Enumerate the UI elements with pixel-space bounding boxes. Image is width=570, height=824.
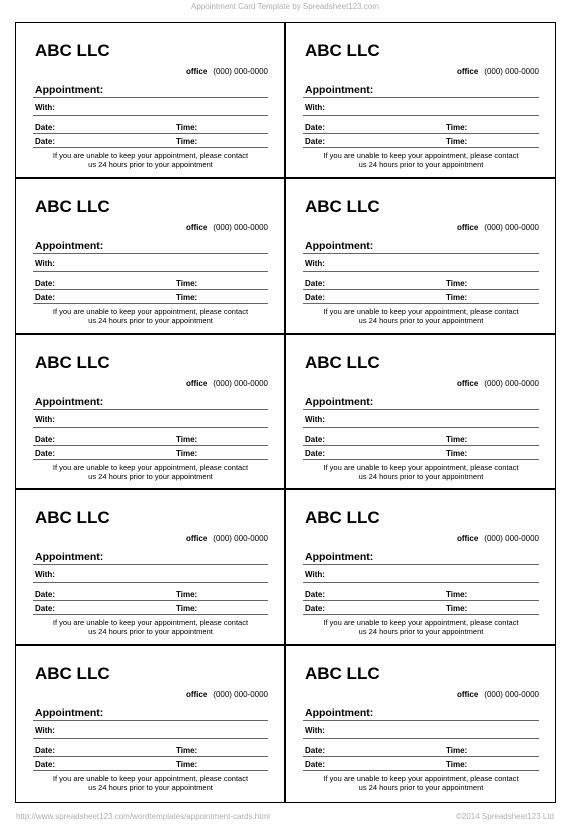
date-label: Date: <box>305 137 326 146</box>
appointment-line <box>303 253 539 254</box>
cancellation-notice <box>303 774 539 792</box>
office-phone-row <box>457 67 539 76</box>
appointment-card <box>16 646 286 802</box>
appointment-line <box>33 253 268 254</box>
date-label: Date: <box>305 760 326 770</box>
notice-line-1: If you are unable to keep your appointment, please contact <box>323 151 519 160</box>
appointment-card <box>286 335 555 491</box>
date-time-line <box>303 614 539 615</box>
date-time-line <box>303 303 539 304</box>
company-name: ABC LLC <box>35 352 110 372</box>
notice-line-1: If you are unable to keep your appointment, please contact <box>52 462 249 472</box>
with-label: With: <box>305 726 325 736</box>
company-name: ABC LLC <box>305 352 380 372</box>
date-time-line <box>303 770 539 771</box>
time-label: Time: <box>176 137 198 146</box>
date-label: Date: <box>35 278 56 288</box>
date-label: Date: <box>35 137 56 146</box>
appointment-line <box>33 720 268 721</box>
time-label: Time: <box>176 746 198 756</box>
office-phone: (000) 000-0000 <box>484 222 539 232</box>
with-line <box>303 738 539 739</box>
date-label: Date: <box>305 746 326 756</box>
office-phone-row <box>186 223 268 232</box>
office-label: office <box>456 690 479 700</box>
cancellation-notice <box>303 307 539 325</box>
appointment-card <box>286 179 555 335</box>
notice-line-2: us 24 hours prior to your appointment <box>88 315 213 325</box>
with-line <box>303 427 539 428</box>
appointment-label: Appointment: <box>35 707 104 720</box>
date-time-line <box>33 289 268 290</box>
appointment-line <box>303 97 539 98</box>
date-time-line <box>33 445 268 446</box>
date-label: Date: <box>305 590 326 600</box>
company-name: ABC LLC <box>35 196 110 216</box>
time-label: Time: <box>446 278 468 288</box>
company-name: ABC LLC <box>35 508 110 528</box>
notice-line-2: us 24 hours prior to your appointment <box>88 471 213 481</box>
with-label: With: <box>35 103 55 112</box>
with-line <box>33 427 268 428</box>
office-phone-row <box>186 690 268 699</box>
appointment-card <box>16 179 286 335</box>
notice-line-1: If you are unable to keep your appointment, please contact <box>323 462 519 472</box>
appointment-card <box>16 23 286 179</box>
office-phone-row <box>186 379 268 388</box>
date-label: Date: <box>305 434 326 444</box>
office-phone: (000) 000-0000 <box>213 67 268 76</box>
office-label: office <box>185 67 208 76</box>
time-label: Time: <box>176 434 198 444</box>
with-label: With: <box>35 570 55 580</box>
office-phone-row <box>186 67 268 76</box>
date-label: Date: <box>35 590 56 600</box>
date-time-line <box>303 600 539 601</box>
date-label: Date: <box>35 123 56 132</box>
cancellation-notice <box>33 151 268 169</box>
appointment-label: Appointment: <box>35 551 104 564</box>
notice-line-2: us 24 hours prior to your appointment <box>358 783 484 793</box>
date-time-line <box>33 614 268 615</box>
office-phone-row <box>457 534 539 543</box>
cancellation-notice <box>33 618 268 636</box>
date-time-line <box>303 147 539 148</box>
date-label: Date: <box>35 604 56 614</box>
with-label: With: <box>305 414 325 424</box>
date-time-line <box>33 770 268 771</box>
appointment-card <box>286 23 555 179</box>
with-label: With: <box>35 414 55 424</box>
date-label: Date: <box>305 604 326 614</box>
company-name: ABC LLC <box>305 664 380 684</box>
footer-url: http://www.spreadsheet123.com/wordtemplates/appointment-cards.html <box>16 812 270 821</box>
office-phone: (000) 000-0000 <box>484 690 539 700</box>
office-phone: (000) 000-0000 <box>484 67 539 76</box>
appointment-label: Appointment: <box>35 395 104 408</box>
with-line <box>33 738 268 739</box>
with-label: With: <box>35 258 55 268</box>
date-label: Date: <box>35 746 56 756</box>
cancellation-notice <box>33 774 268 792</box>
office-phone-row <box>457 690 539 699</box>
appointment-label: Appointment: <box>35 239 104 252</box>
date-label: Date: <box>305 278 326 288</box>
notice-line-2: us 24 hours prior to your appointment <box>88 160 213 169</box>
office-label: office <box>185 534 208 544</box>
appointment-line <box>33 564 268 565</box>
with-line <box>303 271 539 272</box>
date-time-line <box>33 147 268 148</box>
office-label: office <box>456 378 479 388</box>
appointment-label: Appointment: <box>305 395 374 408</box>
with-line <box>33 582 268 583</box>
office-label: office <box>185 690 208 700</box>
date-time-line <box>33 600 268 601</box>
date-time-line <box>33 303 268 304</box>
cards-sheet <box>15 22 556 803</box>
date-label: Date: <box>35 448 56 458</box>
cancellation-notice <box>303 463 539 481</box>
office-label: office <box>185 222 208 232</box>
time-label: Time: <box>446 292 468 302</box>
appointment-card <box>286 490 555 646</box>
time-label: Time: <box>176 448 198 458</box>
notice-line-2: us 24 hours prior to your appointment <box>358 315 484 325</box>
with-label: With: <box>35 726 55 736</box>
date-time-line <box>303 445 539 446</box>
company-name: ABC LLC <box>35 664 110 684</box>
notice-line-2: us 24 hours prior to your appointment <box>358 471 484 481</box>
time-label: Time: <box>176 760 198 770</box>
notice-line-2: us 24 hours prior to your appointment <box>88 783 213 793</box>
appointment-card <box>16 335 286 491</box>
notice-line-1: If you are unable to keep your appointment, please contact <box>323 306 519 316</box>
office-label: office <box>185 378 208 388</box>
footer-copyright: ©2014 Spreadsheet123 Ltd <box>456 812 554 821</box>
notice-line-2: us 24 hours prior to your appointment <box>358 160 484 169</box>
with-line <box>303 115 539 116</box>
with-label: With: <box>305 258 325 268</box>
notice-line-2: us 24 hours prior to your appointment <box>88 627 213 637</box>
company-name: ABC LLC <box>305 508 380 528</box>
appointment-line <box>33 97 268 98</box>
appointment-line <box>33 409 268 410</box>
time-label: Time: <box>176 278 198 288</box>
company-name: ABC LLC <box>305 196 380 216</box>
date-label: Date: <box>305 292 326 302</box>
notice-line-1: If you are unable to keep your appointment, please contact <box>52 306 249 316</box>
with-line <box>303 582 539 583</box>
date-label: Date: <box>35 760 56 770</box>
time-label: Time: <box>446 760 468 770</box>
office-label: office <box>456 67 479 76</box>
date-time-line <box>33 756 268 757</box>
with-line <box>33 115 268 116</box>
office-phone-row <box>186 534 268 543</box>
date-time-line <box>33 133 268 134</box>
appointment-line <box>303 720 539 721</box>
time-label: Time: <box>446 137 468 146</box>
notice-line-1: If you are unable to keep your appointment, please contact <box>323 618 519 628</box>
time-label: Time: <box>446 123 468 132</box>
appointment-label: Appointment: <box>305 551 374 564</box>
time-label: Time: <box>176 604 198 614</box>
date-label: Date: <box>305 448 326 458</box>
notice-line-1: If you are unable to keep your appointment, please contact <box>323 774 519 784</box>
header-note: Appointment Card Template by Spreadsheet123.com <box>191 2 379 11</box>
date-label: Date: <box>35 434 56 444</box>
cancellation-notice <box>33 463 268 481</box>
office-phone: (000) 000-0000 <box>213 222 268 232</box>
office-phone: (000) 000-0000 <box>484 534 539 544</box>
appointment-card <box>16 490 286 646</box>
cancellation-notice <box>33 307 268 325</box>
date-time-line <box>303 756 539 757</box>
time-label: Time: <box>446 434 468 444</box>
with-label: With: <box>305 103 325 112</box>
appointment-label: Appointment: <box>305 84 374 96</box>
time-label: Time: <box>176 292 198 302</box>
appointment-card <box>286 646 555 802</box>
notice-line-2: us 24 hours prior to your appointment <box>358 627 484 637</box>
office-phone: (000) 000-0000 <box>213 690 268 700</box>
time-label: Time: <box>176 123 198 132</box>
date-time-line <box>33 459 268 460</box>
appointment-line <box>303 564 539 565</box>
date-time-line <box>303 459 539 460</box>
office-phone: (000) 000-0000 <box>213 378 268 388</box>
time-label: Time: <box>446 590 468 600</box>
time-label: Time: <box>446 448 468 458</box>
office-label: office <box>456 222 479 232</box>
with-label: With: <box>305 570 325 580</box>
notice-line-1: If you are unable to keep your appointment, please contact <box>52 618 249 628</box>
date-label: Date: <box>305 123 326 132</box>
time-label: Time: <box>446 746 468 756</box>
company-name: ABC LLC <box>305 41 380 60</box>
appointment-label: Appointment: <box>305 239 374 252</box>
appointment-label: Appointment: <box>305 707 374 720</box>
office-phone: (000) 000-0000 <box>484 378 539 388</box>
cancellation-notice <box>303 618 539 636</box>
time-label: Time: <box>176 590 198 600</box>
with-line <box>33 271 268 272</box>
office-phone-row <box>457 379 539 388</box>
office-phone: (000) 000-0000 <box>213 534 268 544</box>
date-time-line <box>303 289 539 290</box>
office-phone-row <box>457 223 539 232</box>
cancellation-notice <box>303 151 539 169</box>
date-time-line <box>303 133 539 134</box>
appointment-label: Appointment: <box>35 84 104 96</box>
appointment-line <box>303 409 539 410</box>
time-label: Time: <box>446 604 468 614</box>
date-label: Date: <box>35 292 56 302</box>
company-name: ABC LLC <box>35 41 110 60</box>
notice-line-1: If you are unable to keep your appointment, please contact <box>52 774 249 784</box>
office-label: office <box>456 534 479 544</box>
notice-line-1: If you are unable to keep your appointment, please contact <box>52 151 249 160</box>
